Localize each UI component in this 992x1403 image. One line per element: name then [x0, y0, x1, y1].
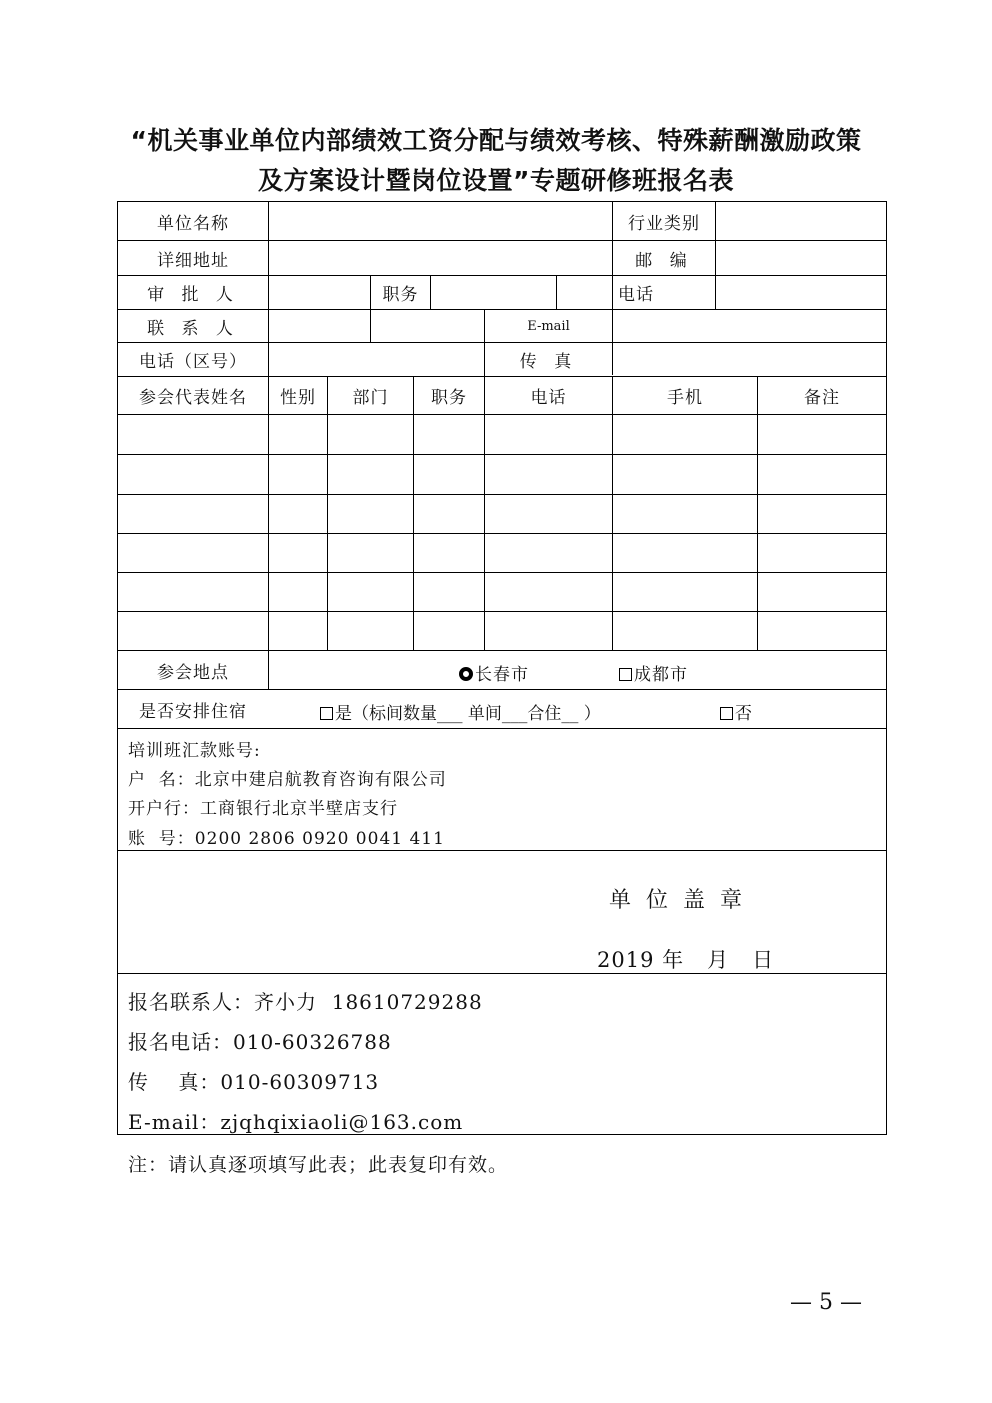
- approver-phone-field[interactable]: [716, 276, 886, 309]
- registration-contact: 报名联系人：齐小力 18610729288: [128, 990, 483, 1014]
- attendee-header-name: 参会代表姓名: [139, 388, 247, 408]
- form-note: 注：请认真逐项填写此表；此表复印有效。: [128, 1154, 509, 1176]
- phone-area-field[interactable]: [269, 343, 484, 376]
- contact-field[interactable]: [269, 310, 370, 342]
- venue-label: 参会地点: [157, 662, 229, 683]
- attendee-header-position: 职务: [431, 388, 467, 408]
- page-number: — 5 —: [790, 1290, 862, 1315]
- bank-account-number: 账 号：0200 2806 0920 0041 411: [128, 829, 445, 849]
- lodging-label: 是否安排住宿: [139, 701, 247, 722]
- checkbox-icon: [619, 668, 632, 681]
- fax-field[interactable]: [613, 343, 886, 376]
- email-field[interactable]: [613, 310, 886, 342]
- radio-selected-icon: [459, 667, 473, 681]
- unit-name-field[interactable]: [269, 202, 612, 240]
- approver-position-field[interactable]: [431, 276, 556, 309]
- attendee-header-mobile: 手机: [667, 388, 703, 408]
- contact-extra-field[interactable]: [371, 310, 484, 342]
- approver-field[interactable]: [269, 276, 370, 309]
- postcode-field[interactable]: [716, 241, 886, 275]
- lodging-option-no[interactable]: 否: [720, 699, 753, 724]
- address-label: 详细地址: [157, 250, 229, 271]
- industry-label: 行业类别: [628, 213, 700, 234]
- bank-heading: 培训班汇款账号:: [128, 741, 261, 761]
- checkbox-icon: [720, 707, 733, 720]
- attendee-header-dept: 部门: [352, 388, 389, 408]
- form-title-line2: 及方案设计暨岗位设置”专题研修班报名表: [258, 166, 734, 195]
- attendee-row[interactable]: [118, 455, 886, 494]
- unit-seal-label: 单 位 盖 章: [609, 888, 746, 913]
- seal-date: 2019 年 月 日: [597, 948, 775, 972]
- attendee-row[interactable]: [118, 612, 886, 650]
- venue-option-changchun[interactable]: 长春市: [459, 660, 529, 685]
- bank-account-name: 户 名：北京中建启航教育咨询有限公司: [128, 770, 447, 790]
- attendee-row[interactable]: [118, 415, 886, 454]
- unit-name-label: 单位名称: [157, 213, 229, 234]
- form-title-line1: “机关事业单位内部绩效工资分配与绩效考核、特殊薪酬激励政策: [130, 126, 862, 155]
- postcode-label: 邮 编: [635, 250, 693, 271]
- registration-phone: 报名电话：010-60326788: [128, 1030, 392, 1054]
- checkbox-icon: [320, 707, 333, 720]
- registration-email: E-mail：zjqhqixiaoli@163.com: [128, 1110, 464, 1134]
- phone-area-label: 电话（区号）: [139, 352, 247, 372]
- attendee-row[interactable]: [118, 495, 886, 533]
- attendee-header-phone: 电话: [530, 388, 567, 408]
- attendee-header-gender: 性别: [280, 388, 316, 408]
- approver-position-label: 职务: [382, 285, 419, 305]
- industry-field[interactable]: [716, 202, 886, 240]
- approver-phone-label: 电话: [618, 285, 654, 305]
- fax-label: 传 真: [519, 352, 578, 372]
- lodging-option-yes[interactable]: 是（标间数量___ 单间___合住__ ）: [320, 699, 601, 724]
- bank-name: 开户行：工商银行北京半壁店支行: [128, 799, 398, 819]
- registration-fax: 传 真：010-60309713: [128, 1070, 380, 1094]
- attendee-row[interactable]: [118, 573, 886, 611]
- address-field[interactable]: [269, 241, 612, 275]
- email-label: E-mail: [527, 318, 570, 334]
- approver-label: 审 批 人: [147, 285, 239, 305]
- venue-option-chengdu[interactable]: 成都市: [619, 660, 688, 685]
- attendee-row[interactable]: [118, 534, 886, 572]
- contact-label: 联 系 人: [147, 318, 239, 339]
- attendee-header-remark: 备注: [804, 388, 840, 408]
